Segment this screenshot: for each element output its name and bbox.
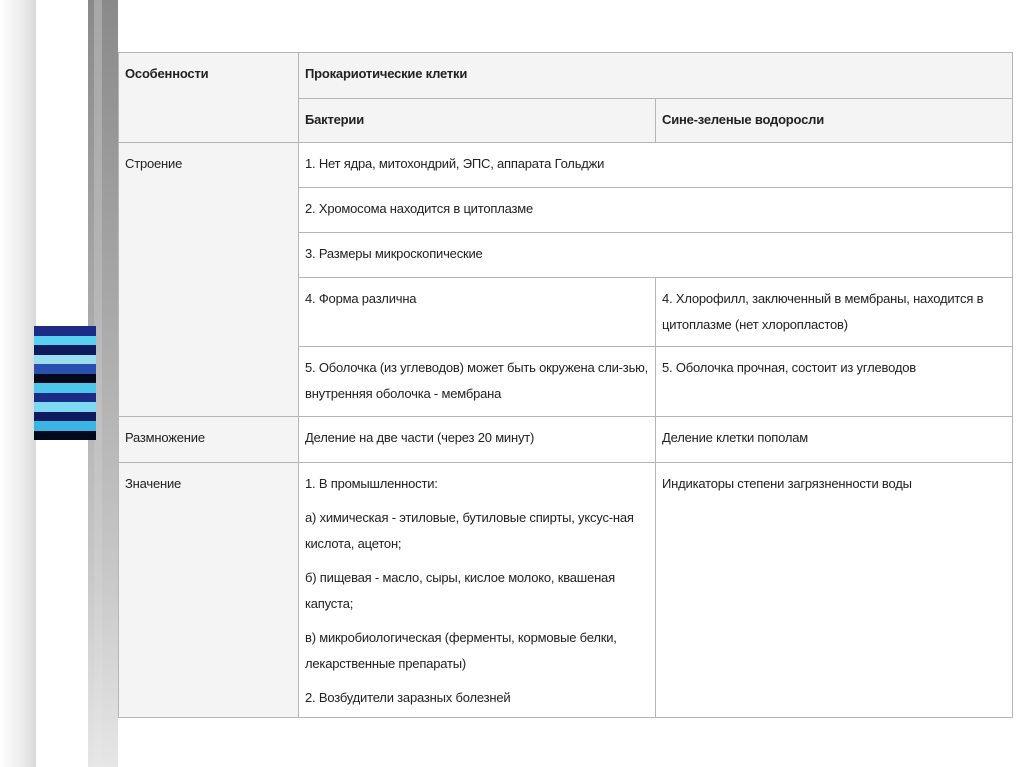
header-prokaryotic-cells: Прокариотические клетки xyxy=(299,53,1013,99)
structure-bacteria-5: 5. Оболочка (из углеводов) может быть окружена сли-зью, внутренняя оболочка - мембрана xyxy=(299,347,656,417)
stripe xyxy=(34,383,96,393)
significance-bacteria xyxy=(299,463,656,718)
stripe xyxy=(34,421,96,431)
structure-item-3: 3. Размеры микроскопические xyxy=(299,233,1013,278)
structure-item-2: 2. Хромосома находится в цитоплазме xyxy=(299,188,1013,233)
significance-bacteria-line: 2. Возбудители заразных болезней xyxy=(305,690,511,705)
reproduction-bacteria: Деление на две части (через 20 минут) xyxy=(299,417,656,463)
decorative-stripes xyxy=(34,326,96,440)
significance-bacteria-line: 1. В промышленности: xyxy=(305,476,438,491)
table-row xyxy=(119,143,1013,188)
significance-bacteria-line: в) микробиологическая (ферменты, кормовые белки, лекарственные препараты) xyxy=(305,630,617,671)
significance-bacteria-line: б) пищевая - масло, сыры, кислое молоко, квашеная капуста; xyxy=(305,570,615,611)
header-features: Особенности xyxy=(119,53,299,143)
row-label-structure: Строение xyxy=(119,143,299,417)
stripe xyxy=(34,412,96,422)
structure-algae-5: 5. Оболочка прочная, состоит из углеводов xyxy=(656,347,1013,417)
reproduction-algae: Деление клетки пополам xyxy=(656,417,1013,463)
row-label-reproduction: Размножение xyxy=(119,417,299,463)
table-row xyxy=(119,417,1013,463)
stripe xyxy=(34,345,96,355)
stripe xyxy=(34,374,96,384)
header-algae: Сине-зеленые водоросли xyxy=(656,99,1013,143)
stripe xyxy=(34,364,96,374)
stripe xyxy=(34,355,96,365)
structure-bacteria-4: 4. Форма различна xyxy=(299,278,656,347)
header-bacteria: Бактерии xyxy=(299,99,656,143)
significance-bacteria-line: а) химическая - этиловые, бутиловые спирты, уксус-ная кислота, ацетон; xyxy=(305,510,634,551)
stripe xyxy=(34,326,96,336)
stripe xyxy=(34,431,96,441)
structure-item-1: 1. Нет ядра, митохондрий, ЭПС, аппарата Гольджи xyxy=(299,143,1013,188)
significance-algae: Индикаторы степени загрязненности воды xyxy=(656,463,1013,718)
table-row xyxy=(119,463,1013,718)
slide-left-gradient xyxy=(0,0,36,767)
stripe xyxy=(34,393,96,403)
structure-algae-4: 4. Хлорофилл, заключенный в мембраны, находится в цитоплазме (нет хлоропластов) xyxy=(656,278,1013,347)
prokaryote-comparison-table xyxy=(118,52,1013,718)
table-header-row xyxy=(119,53,1013,99)
stripe xyxy=(34,336,96,346)
row-label-significance: Значение xyxy=(119,463,299,718)
stripe xyxy=(34,402,96,412)
